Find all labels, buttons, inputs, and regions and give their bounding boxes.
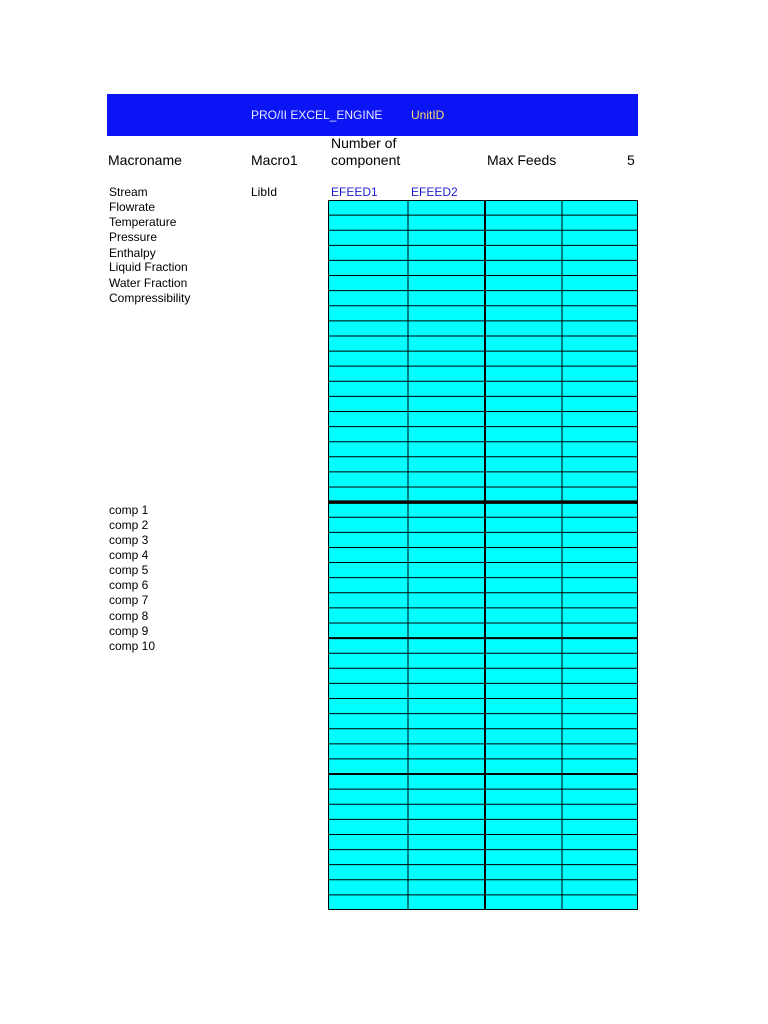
input-cell[interactable] <box>328 321 408 336</box>
input-cell[interactable] <box>408 699 485 714</box>
input-cell[interactable] <box>562 880 638 895</box>
input-cell[interactable] <box>485 366 562 381</box>
input-cell[interactable] <box>408 608 485 623</box>
component-label: comp 7 <box>109 593 149 607</box>
input-cell[interactable] <box>562 638 638 653</box>
input-cell[interactable] <box>485 532 562 547</box>
input-cell[interactable] <box>408 683 485 698</box>
input-cell[interactable] <box>328 200 408 215</box>
input-cell[interactable] <box>408 819 485 834</box>
max-feeds-value[interactable]: 5 <box>627 152 635 168</box>
input-cell[interactable] <box>408 668 485 683</box>
input-cell[interactable] <box>485 215 562 230</box>
input-cell[interactable] <box>408 245 485 260</box>
input-cell[interactable] <box>485 623 562 638</box>
input-cell[interactable] <box>562 245 638 260</box>
input-cell[interactable] <box>328 336 408 351</box>
input-cell[interactable] <box>562 291 638 306</box>
component-label: comp 8 <box>109 609 149 623</box>
input-cell-grid[interactable] <box>328 200 638 910</box>
input-cell[interactable] <box>328 351 408 366</box>
input-cell[interactable] <box>408 850 485 865</box>
component-label: comp 2 <box>109 518 149 532</box>
input-cell[interactable] <box>562 502 638 517</box>
input-cell[interactable] <box>485 427 562 442</box>
input-cell[interactable] <box>485 593 562 608</box>
input-cell[interactable] <box>328 759 408 774</box>
input-cell[interactable] <box>562 336 638 351</box>
input-cell[interactable] <box>485 653 562 668</box>
input-cell[interactable] <box>328 532 408 547</box>
input-cell[interactable] <box>408 411 485 426</box>
input-cell[interactable] <box>562 547 638 562</box>
input-cell[interactable] <box>328 608 408 623</box>
input-cell[interactable] <box>328 895 408 910</box>
input-cell[interactable] <box>328 774 408 789</box>
input-cell[interactable] <box>408 276 485 291</box>
input-cell[interactable] <box>562 714 638 729</box>
unit-id-label: UnitID <box>411 108 445 122</box>
input-cell[interactable] <box>485 668 562 683</box>
input-cell[interactable] <box>562 850 638 865</box>
input-cell[interactable] <box>562 819 638 834</box>
input-cell[interactable] <box>328 396 408 411</box>
input-cell[interactable] <box>562 729 638 744</box>
input-cell[interactable] <box>408 457 485 472</box>
input-cell[interactable] <box>562 381 638 396</box>
input-cell[interactable] <box>485 774 562 789</box>
input-cell[interactable] <box>328 699 408 714</box>
input-cell[interactable] <box>408 774 485 789</box>
component-label: comp 9 <box>109 624 149 638</box>
input-cell[interactable] <box>485 563 562 578</box>
input-cell[interactable] <box>408 547 485 562</box>
input-cell[interactable] <box>562 834 638 849</box>
input-cell[interactable] <box>485 804 562 819</box>
input-cell[interactable] <box>562 366 638 381</box>
input-cell[interactable] <box>328 563 408 578</box>
input-cell[interactable] <box>485 547 562 562</box>
input-cell[interactable] <box>562 623 638 638</box>
input-cell[interactable] <box>562 865 638 880</box>
input-cell[interactable] <box>485 396 562 411</box>
input-cell[interactable] <box>408 578 485 593</box>
input-cell[interactable] <box>408 351 485 366</box>
input-cell[interactable] <box>485 699 562 714</box>
input-cell[interactable] <box>328 744 408 759</box>
input-cell[interactable] <box>328 638 408 653</box>
macroname-label: Macroname <box>108 152 182 168</box>
input-cell[interactable] <box>328 411 408 426</box>
input-cell[interactable] <box>485 321 562 336</box>
input-cell[interactable] <box>562 487 638 502</box>
libid-label: LibId <box>251 185 278 199</box>
input-cell[interactable] <box>562 517 638 532</box>
input-cell[interactable] <box>408 306 485 321</box>
input-cell[interactable] <box>562 532 638 547</box>
input-cell[interactable] <box>328 306 408 321</box>
input-cell[interactable] <box>562 759 638 774</box>
input-cell[interactable] <box>408 442 485 457</box>
input-cell[interactable] <box>562 895 638 910</box>
input-cell[interactable] <box>562 578 638 593</box>
input-cell[interactable] <box>485 608 562 623</box>
input-cell[interactable] <box>562 683 638 698</box>
input-cell[interactable] <box>408 653 485 668</box>
input-cell[interactable] <box>408 517 485 532</box>
max-feeds-label: Max Feeds <box>487 152 557 168</box>
input-cell[interactable] <box>485 729 562 744</box>
component-label: comp 4 <box>109 548 149 562</box>
input-cell[interactable] <box>328 427 408 442</box>
input-cell[interactable] <box>408 487 485 502</box>
property-label-flowrate: Flowrate <box>109 200 156 214</box>
input-cell[interactable] <box>328 215 408 230</box>
input-cell[interactable] <box>408 623 485 638</box>
input-cell[interactable] <box>485 683 562 698</box>
input-cell[interactable] <box>485 276 562 291</box>
input-cell[interactable] <box>408 396 485 411</box>
input-cell[interactable] <box>485 865 562 880</box>
input-cell[interactable] <box>562 774 638 789</box>
input-cell[interactable] <box>328 865 408 880</box>
input-cell[interactable] <box>328 623 408 638</box>
input-cell[interactable] <box>562 442 638 457</box>
input-cell[interactable] <box>328 834 408 849</box>
input-cell[interactable] <box>562 608 638 623</box>
input-cell[interactable] <box>328 668 408 683</box>
input-cell[interactable] <box>562 306 638 321</box>
input-cell[interactable] <box>328 276 408 291</box>
number-of-component-label-line1: Number of <box>331 135 397 151</box>
input-cell[interactable] <box>408 638 485 653</box>
input-cell[interactable] <box>485 381 562 396</box>
input-cell[interactable] <box>485 714 562 729</box>
input-cell[interactable] <box>328 291 408 306</box>
input-cell[interactable] <box>562 411 638 426</box>
component-label: comp 5 <box>109 563 149 577</box>
input-cell[interactable] <box>485 517 562 532</box>
feed-1-name[interactable]: EFEED1 <box>331 185 378 199</box>
input-cell[interactable] <box>408 532 485 547</box>
input-cell[interactable] <box>328 804 408 819</box>
input-cell[interactable] <box>328 819 408 834</box>
input-cell[interactable] <box>562 427 638 442</box>
input-cell[interactable] <box>485 291 562 306</box>
input-cell[interactable] <box>485 744 562 759</box>
input-cell[interactable] <box>485 245 562 260</box>
input-cell[interactable] <box>485 895 562 910</box>
input-cell[interactable] <box>562 593 638 608</box>
input-cell[interactable] <box>562 215 638 230</box>
input-cell[interactable] <box>408 200 485 215</box>
input-cell[interactable] <box>485 442 562 457</box>
input-cell[interactable] <box>408 230 485 245</box>
input-cell[interactable] <box>328 381 408 396</box>
input-cell[interactable] <box>562 230 638 245</box>
input-cell[interactable] <box>562 200 638 215</box>
input-cell[interactable] <box>328 714 408 729</box>
input-cell[interactable] <box>562 260 638 275</box>
component-label: comp 6 <box>109 578 149 592</box>
input-cell[interactable] <box>408 865 485 880</box>
input-cell[interactable] <box>328 880 408 895</box>
property-label-enthalpy: Enthalpy <box>109 245 156 260</box>
input-cell[interactable] <box>408 834 485 849</box>
input-cell[interactable] <box>328 442 408 457</box>
input-cell[interactable] <box>485 260 562 275</box>
component-label: comp 3 <box>109 533 149 547</box>
macro-value[interactable]: Macro1 <box>251 152 298 168</box>
input-cell[interactable] <box>328 578 408 593</box>
input-cell[interactable] <box>328 472 408 487</box>
component-label: comp 1 <box>109 503 149 517</box>
input-cell[interactable] <box>328 850 408 865</box>
input-cell[interactable] <box>328 366 408 381</box>
input-cell[interactable] <box>328 729 408 744</box>
input-cell[interactable] <box>328 789 408 804</box>
input-cell[interactable] <box>562 457 638 472</box>
input-cell[interactable] <box>562 276 638 291</box>
input-cell[interactable] <box>328 593 408 608</box>
input-cell[interactable] <box>328 517 408 532</box>
input-cell[interactable] <box>408 502 485 517</box>
input-cell[interactable] <box>408 744 485 759</box>
input-cell[interactable] <box>485 880 562 895</box>
input-cell[interactable] <box>328 245 408 260</box>
input-cell[interactable] <box>328 502 408 517</box>
property-label-water-fraction: Water Fraction <box>109 275 188 290</box>
input-cell[interactable] <box>562 396 638 411</box>
feed-2-name[interactable]: EFEED2 <box>411 185 458 199</box>
component-label: comp 10 <box>109 639 156 653</box>
input-cell[interactable] <box>408 291 485 306</box>
input-cell[interactable] <box>328 487 408 502</box>
input-cell[interactable] <box>408 759 485 774</box>
number-of-component-label-line2: component <box>331 152 401 168</box>
input-cell[interactable] <box>408 729 485 744</box>
input-cell[interactable] <box>408 714 485 729</box>
input-cell[interactable] <box>562 744 638 759</box>
input-cell[interactable] <box>328 230 408 245</box>
input-cell[interactable] <box>485 638 562 653</box>
input-cell[interactable] <box>485 230 562 245</box>
input-cell[interactable] <box>408 804 485 819</box>
property-label-pressure: Pressure <box>109 230 158 244</box>
input-cell[interactable] <box>328 683 408 698</box>
input-cell[interactable] <box>485 834 562 849</box>
engine-title: PRO/II EXCEL_ENGINE <box>251 108 383 122</box>
input-cell[interactable] <box>328 653 408 668</box>
input-cell[interactable] <box>408 472 485 487</box>
input-cell[interactable] <box>485 472 562 487</box>
input-cell[interactable] <box>408 321 485 336</box>
input-cell[interactable] <box>562 321 638 336</box>
input-cell[interactable] <box>408 593 485 608</box>
input-cell[interactable] <box>485 578 562 593</box>
input-cell[interactable] <box>485 789 562 804</box>
input-cell[interactable] <box>562 351 638 366</box>
input-cell[interactable] <box>485 759 562 774</box>
input-cell[interactable] <box>562 653 638 668</box>
input-cell[interactable] <box>562 789 638 804</box>
input-cell[interactable] <box>408 789 485 804</box>
input-cell[interactable] <box>562 472 638 487</box>
input-cell[interactable] <box>328 547 408 562</box>
input-cell[interactable] <box>485 306 562 321</box>
input-cell[interactable] <box>485 487 562 502</box>
input-cell[interactable] <box>408 563 485 578</box>
input-cell[interactable] <box>562 563 638 578</box>
input-cell[interactable] <box>485 200 562 215</box>
input-cell[interactable] <box>562 668 638 683</box>
input-cell[interactable] <box>408 880 485 895</box>
input-cell[interactable] <box>485 819 562 834</box>
input-cell[interactable] <box>328 457 408 472</box>
input-cell[interactable] <box>408 336 485 351</box>
input-cell[interactable] <box>408 427 485 442</box>
input-cell[interactable] <box>485 850 562 865</box>
input-cell[interactable] <box>485 502 562 517</box>
input-cell[interactable] <box>485 457 562 472</box>
input-cell[interactable] <box>408 215 485 230</box>
input-cell[interactable] <box>485 336 562 351</box>
input-cell[interactable] <box>562 804 638 819</box>
property-label-temperature: Temperature <box>109 215 177 229</box>
input-cell[interactable] <box>408 366 485 381</box>
input-cell[interactable] <box>408 895 485 910</box>
input-cell[interactable] <box>562 699 638 714</box>
input-cell[interactable] <box>408 381 485 396</box>
input-cell[interactable] <box>328 260 408 275</box>
stream-label: Stream <box>109 185 148 199</box>
input-cell[interactable] <box>485 411 562 426</box>
property-label-liquid-fraction: Liquid Fraction <box>109 260 188 274</box>
input-cell[interactable] <box>485 351 562 366</box>
input-cell[interactable] <box>408 260 485 275</box>
property-label-compressibility: Compressibility <box>109 290 191 305</box>
